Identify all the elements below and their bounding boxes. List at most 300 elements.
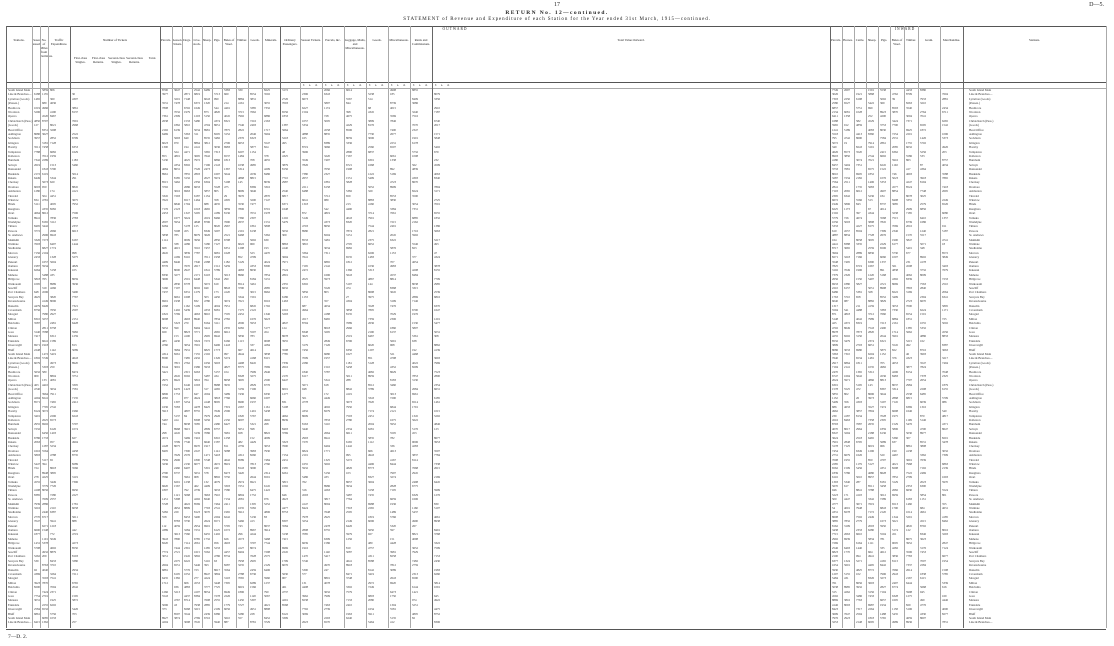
station-name: Pareora <box>969 229 997 233</box>
figure-cell: 5128 <box>368 361 374 365</box>
table-row <box>6 158 1106 162</box>
page-number: 17 <box>0 2 1114 8</box>
figure-cell: 4245 <box>174 431 180 435</box>
figure-cell: 850 <box>868 458 873 462</box>
figure-cell: 5499 <box>368 176 374 180</box>
figure-cell: 1608 <box>184 295 190 299</box>
figure-cell: 1161 <box>264 405 270 409</box>
figure-cell: 8755 <box>194 409 200 413</box>
figure-cell: 5363 <box>184 132 190 136</box>
column-header: Total Value Outward. <box>432 38 830 42</box>
station-name: Selwyn <box>969 163 997 167</box>
figure-cell: 7541 <box>50 576 56 580</box>
figure-cell: 806 <box>50 88 55 92</box>
station-name: Orari <box>969 211 997 215</box>
figure-cell: 1426 <box>920 136 926 140</box>
figure-cell: 871 <box>832 312 837 316</box>
figure-cell: 1607 <box>264 396 270 400</box>
figure-cell: 2799 <box>906 475 912 479</box>
figure-cell: 4508 <box>906 264 912 268</box>
figure-cell: 8260 <box>250 453 256 457</box>
figure-cell: 2664 <box>324 431 330 435</box>
figure-cell: 8351 <box>42 128 48 132</box>
figure-cell: 4820 <box>214 110 220 114</box>
figure-cell: 7748 <box>920 189 926 193</box>
figure-cell: 3984 <box>174 348 180 352</box>
money-unit: £ <box>435 83 437 87</box>
figure-cell: 4286 <box>184 242 190 246</box>
figure-cell: 7088 <box>42 330 48 334</box>
figure-cell: 3458 <box>880 484 886 488</box>
figure-cell: 5321 <box>250 422 256 426</box>
figure-cell: 6679 <box>844 453 850 457</box>
table-row <box>6 559 1106 563</box>
figure-cell: 524 <box>174 150 179 154</box>
figure-cell: 8016 <box>942 528 948 532</box>
figure-cell: 8327 <box>368 475 374 479</box>
table-row <box>6 304 1106 308</box>
figure-cell: 173 <box>214 290 219 294</box>
station-name: St. Andrews <box>969 497 997 501</box>
figure-cell: 1794 <box>184 202 190 206</box>
figure-cell: 3006 <box>368 136 374 140</box>
figure-cell: 2006 <box>238 321 244 325</box>
figure-cell: 6514 <box>412 400 418 404</box>
figure-cell: 3385 <box>250 106 256 110</box>
table-row <box>6 334 1106 338</box>
figure-cell: 349 <box>832 145 837 149</box>
figure-cell: 3712 <box>868 312 874 316</box>
figure-cell: 3859 <box>224 207 230 211</box>
figure-cell: 2226 <box>224 594 230 598</box>
figure-cell: 4932 <box>42 550 48 554</box>
figure-cell: 4467 <box>892 453 898 457</box>
figure-cell: 3274 <box>390 475 396 479</box>
figure-cell: 5673 <box>42 180 48 184</box>
figure-cell: 451 <box>892 532 897 536</box>
figure-cell: 5543 <box>162 594 168 598</box>
figure-cell: 2946 <box>264 370 270 374</box>
figure-cell: 4149 <box>42 299 48 303</box>
figure-cell: 1714 <box>892 330 898 334</box>
figure-cell: 500 <box>832 497 837 501</box>
figure-cell: 7361 <box>162 114 168 118</box>
station-name: Islington <box>969 405 997 409</box>
figure-cell: 2109 <box>214 607 220 611</box>
figure-cell: 4659 <box>906 616 912 620</box>
figure-cell: 8467 <box>50 114 56 118</box>
figure-cell: 6280 <box>868 528 874 532</box>
figure-cell: 1346 <box>264 312 270 316</box>
figure-cell: 1305 <box>250 502 256 506</box>
figure-cell: 2636 <box>368 321 374 325</box>
figure-cell: 3511 <box>34 145 40 149</box>
figure-cell: 7622 <box>162 198 168 202</box>
figure-cell: 945 <box>920 590 925 594</box>
figure-cell: 112 <box>162 524 166 528</box>
table-row <box>6 383 1106 387</box>
figure-cell: 6165 <box>346 440 352 444</box>
figure-cell: 1470 <box>302 554 308 558</box>
figure-cell: 1936 <box>390 502 396 506</box>
figure-cell: 8532 <box>832 339 838 343</box>
figure-cell: 7211 <box>72 572 78 576</box>
figure-cell: 3748 <box>346 576 352 580</box>
figure-cell: 1781 <box>72 502 78 506</box>
figure-cell: 8923 <box>880 110 886 114</box>
figure-cell: 4491 <box>224 106 230 110</box>
figure-cell: 2762 <box>184 361 190 365</box>
figure-cell: 4312 <box>238 453 244 457</box>
figure-cell: 5766 <box>390 515 396 519</box>
figure-cell: 3564 <box>224 568 230 572</box>
station-name: Glenavy <box>8 519 36 523</box>
column-header: Live-stock. <box>192 38 202 46</box>
figure-cell: 2538 <box>906 392 912 396</box>
figure-cell: 2493 <box>250 123 256 127</box>
figure-cell: 3322 <box>434 541 440 545</box>
figure-cell: 6884 <box>892 317 898 321</box>
figure-cell: 8941 <box>34 216 40 220</box>
figure-cell: 3671 <box>856 502 862 506</box>
figure-cell: 6692 <box>880 154 886 158</box>
station-name: Port Chalmers <box>8 554 36 558</box>
figure-cell: 3647 <box>174 88 180 92</box>
figure-cell: 5650 <box>368 528 374 532</box>
figure-cell: 2975 <box>162 378 168 382</box>
figure-cell: 2800 <box>434 374 440 378</box>
figure-cell: 3298 <box>50 128 56 132</box>
figure-cell: 8093 <box>844 603 850 607</box>
figure-cell: 8734 <box>224 554 230 558</box>
figure-cell: 4331 <box>832 510 838 514</box>
station-name: Seacliff <box>969 550 997 554</box>
station-name: Bluff <box>8 612 36 616</box>
table-row <box>6 422 1106 426</box>
figure-cell: 4127 <box>238 546 244 550</box>
station-name: Mosgiel <box>969 576 997 580</box>
figure-cell: 6407 <box>184 466 190 470</box>
figure-cell: 1092 <box>282 484 288 488</box>
figure-cell: 8184 <box>250 277 256 281</box>
figure-cell: 7662 <box>250 110 256 114</box>
figure-cell: 1550 <box>856 277 862 281</box>
table-row <box>6 255 1106 259</box>
station-name: Edendale <box>8 603 36 607</box>
figure-cell: 2473 <box>204 167 210 171</box>
figure-cell: 3172 <box>282 88 288 92</box>
figure-cell: 7669 <box>264 365 270 369</box>
figure-cell: 892 <box>390 167 395 171</box>
figure-cell: 7544 <box>368 224 374 228</box>
table-row <box>6 260 1106 264</box>
figure-cell: 5630 <box>282 572 288 576</box>
table-row <box>6 180 1106 184</box>
figure-cell: 1276 <box>434 493 440 497</box>
figure-cell: 5476 <box>906 422 912 426</box>
figure-cell: 7494 <box>942 361 948 365</box>
figure-cell: 7233 <box>942 277 948 281</box>
figure-cell: 2542 <box>194 88 200 92</box>
figure-cell: 6639 <box>302 541 308 545</box>
figure-cell: 5934 <box>42 264 48 268</box>
figure-cell: 844 <box>346 101 351 105</box>
figure-cell: 6806 <box>162 392 168 396</box>
table-row <box>6 590 1106 594</box>
figure-cell: 4990 <box>412 519 418 523</box>
figure-cell: 2852 <box>50 136 56 140</box>
figure-cell: 5312 <box>868 370 874 374</box>
table-row <box>6 233 1106 237</box>
figure-cell: 330 <box>238 88 243 92</box>
figure-cell: 6652 <box>368 242 374 246</box>
figure-cell: 5950 <box>880 524 886 528</box>
table-row <box>6 550 1106 554</box>
station-name: Milton <box>8 317 36 321</box>
figure-cell: 7280 <box>50 493 56 497</box>
figure-cell: 617 <box>844 484 849 488</box>
figure-cell: 6043 <box>204 97 210 101</box>
figure-cell: 5088 <box>224 449 230 453</box>
table-row <box>6 519 1106 523</box>
station-name: Sockburn <box>8 136 36 140</box>
figure-cell: 8658 <box>224 378 230 382</box>
figure-cell: 8162 <box>832 524 838 528</box>
figure-cell: 3566 <box>72 466 78 470</box>
table-row <box>6 563 1106 567</box>
station-name: Lyttelton (Goods) <box>969 361 997 365</box>
figure-cell: 2559 <box>868 246 874 250</box>
figure-cell: 3264 <box>50 572 56 576</box>
figure-cell: 192 <box>412 348 417 352</box>
figure-cell: 5071 <box>920 242 926 246</box>
figure-cell: 5528 <box>214 185 220 189</box>
figure-cell: 4838 <box>892 268 898 272</box>
figure-cell: 7870 <box>42 581 48 585</box>
figure-cell: 5746 <box>302 559 308 563</box>
figure-cell: 4160 <box>368 202 374 206</box>
figure-cell: 1277 <box>282 392 288 396</box>
figure-cell: 6846 <box>174 202 180 206</box>
figure-cell: 5092 <box>880 97 886 101</box>
figure-cell: 3952 <box>906 541 912 545</box>
figure-cell: 1220 <box>868 273 874 277</box>
figure-cell: 68 <box>368 106 371 110</box>
figure-cell: 6465 <box>868 436 874 440</box>
figure-cell: 2192 <box>162 128 168 132</box>
figure-cell: 5108 <box>282 405 288 409</box>
figure-cell: 7978 <box>302 515 308 519</box>
figure-cell: 2497 <box>892 581 898 585</box>
figure-cell: 8607 <box>920 616 926 620</box>
figure-cell: 8752 <box>434 612 440 616</box>
figure-cell: 8205 <box>214 132 220 136</box>
figure-cell: 3326 <box>34 238 40 242</box>
figure-cell: 7418 <box>942 185 948 189</box>
figure-cell: 8814 <box>390 277 396 281</box>
station-name: Hornby <box>8 145 36 149</box>
station-name: Line & Branches— <box>8 92 36 96</box>
figure-cell: 2346 <box>892 229 898 233</box>
figure-cell: 1591 <box>868 88 874 92</box>
column-header: Timber. <box>904 38 918 42</box>
figure-cell: 4517 <box>302 317 308 321</box>
figure-cell: 2289 <box>42 158 48 162</box>
figure-cell: 8756 <box>34 308 40 312</box>
figure-cell: 3850 <box>844 154 850 158</box>
figure-cell: 578 <box>204 471 209 475</box>
table-row <box>6 554 1106 558</box>
figure-cell: 3487 <box>346 493 352 497</box>
figure-cell: 4083 <box>868 128 874 132</box>
figure-cell: 8776 <box>162 264 168 268</box>
figure-cell: 1304 <box>390 603 396 607</box>
figure-cell: 7581 <box>72 387 78 391</box>
figure-cell: 1820 <box>238 414 244 418</box>
figure-cell: 4495 <box>868 563 874 567</box>
station-name: Winslow <box>8 462 36 466</box>
figure-cell: 3462 <box>174 180 180 184</box>
figure-cell: 1181 <box>346 361 352 365</box>
figure-cell: 8524 <box>906 185 912 189</box>
figure-cell: 5271 <box>856 559 862 563</box>
figure-cell: 3963 <box>204 493 210 497</box>
figure-cell: 194 <box>184 145 189 149</box>
figure-cell: 7176 <box>162 207 168 211</box>
figure-cell: 5293 <box>282 312 288 316</box>
figure-cell: 4185 <box>942 515 948 519</box>
station-name: Waimate <box>8 506 36 510</box>
figure-cell: 298 <box>162 431 167 435</box>
figure-cell: 5213 <box>174 590 180 594</box>
station-name: Line & Branches— <box>969 356 997 360</box>
figure-cell: 18 <box>942 242 945 246</box>
figure-cell: 3284 <box>184 528 190 532</box>
figure-cell: 2430 <box>434 559 440 563</box>
figure-cell: 7972 <box>194 158 200 162</box>
figure-cell: 2374 <box>868 339 874 343</box>
figure-cell: 5197 <box>346 282 352 286</box>
figure-cell: 4479 <box>34 304 40 308</box>
figure-cell: 7175 <box>238 308 244 312</box>
station-name: Christchurch (Pass.) <box>969 383 997 387</box>
figure-cell: 1859 <box>880 427 886 431</box>
figure-cell: 2275 <box>174 559 180 563</box>
figure-cell: 6342 <box>844 194 850 198</box>
figure-cell: 1860 <box>390 326 396 330</box>
figure-cell: 5038 <box>832 585 838 589</box>
figure-cell: 7313 <box>214 150 220 154</box>
figure-cell: 3654 <box>184 343 190 347</box>
figure-cell: 1634 <box>368 607 374 611</box>
figure-cell: 4806 <box>264 510 270 514</box>
figure-cell: 4178 <box>920 260 926 264</box>
figure-cell: 3150 <box>856 334 862 338</box>
station-name: Bankside <box>969 172 997 176</box>
money-unit: £ <box>347 83 349 87</box>
figure-cell: 3305 <box>72 383 78 387</box>
figure-cell: 1976 <box>412 312 418 316</box>
station-name: Morven <box>8 515 36 519</box>
figure-cell: 5447 <box>34 462 40 466</box>
figure-cell: 4556 <box>942 330 948 334</box>
figure-cell: 348 <box>920 246 925 250</box>
figure-cell: 7909 <box>324 594 330 598</box>
figure-cell: 7156 <box>34 251 40 255</box>
figure-cell: 5795 <box>224 524 230 528</box>
figure-cell: 6517 <box>184 198 190 202</box>
figure-cell: 8360 <box>868 132 874 136</box>
figure-cell: 8320 <box>346 220 352 224</box>
figure-cell: 7726 <box>50 484 56 488</box>
figure-cell: 6304 <box>204 180 210 184</box>
figure-cell: 2580 <box>832 101 838 105</box>
figure-cell: 3870 <box>892 110 898 114</box>
figure-cell: 8512 <box>368 383 374 387</box>
figure-cell: 3468 <box>264 537 270 541</box>
figure-cell: 7668 <box>412 466 418 470</box>
figure-cell: 873 <box>204 110 209 114</box>
figure-cell: 6922 <box>174 378 180 382</box>
figure-cell: 5868 <box>868 92 874 96</box>
figure-cell: 4206 <box>892 370 898 374</box>
figure-cell: 3140 <box>34 330 40 334</box>
figure-cell: 3857 <box>856 409 862 413</box>
figure-cell: 8200 <box>34 585 40 589</box>
figure-cell: 3236 <box>162 462 168 466</box>
figure-cell: 3502 <box>264 92 270 96</box>
figure-cell: 1774 <box>50 246 56 250</box>
figure-cell: 664 <box>868 550 873 554</box>
table-row <box>6 176 1106 180</box>
money-unit: d. <box>403 83 405 87</box>
figure-cell: 3316 <box>264 185 270 189</box>
figure-cell: 2082 <box>162 396 168 400</box>
figure-cell: 6516 <box>264 299 270 303</box>
figure-cell: 309 <box>282 233 287 237</box>
figure-cell: 5456 <box>856 466 862 470</box>
figure-cell: 3693 <box>434 356 440 360</box>
figure-cell: 5146 <box>920 418 926 422</box>
money-unit: d. <box>447 83 449 87</box>
page-subtitle: STATEMENT of Revenue and Expenditure of each Station for the Year ended 31st March, 1915—continued. <box>0 17 1114 22</box>
figure-cell: 1676 <box>250 317 256 321</box>
figure-cell: 4311 <box>368 554 374 558</box>
money-unit: d. <box>359 83 361 87</box>
figure-cell: 8282 <box>50 207 56 211</box>
table-row <box>6 321 1106 325</box>
figure-cell: 3666 <box>324 145 330 149</box>
figure-cell: 7028 <box>880 414 886 418</box>
figure-cell: 2984 <box>906 383 912 387</box>
figure-cell: 7395 <box>224 581 230 585</box>
figure-cell: 7951 <box>224 304 230 308</box>
figure-cell: 6225 <box>832 207 838 211</box>
figure-cell: 2315 <box>184 370 190 374</box>
station-name: Port Chalmers <box>969 290 997 294</box>
station-name: Balclutha <box>8 585 36 589</box>
money-unit: £ <box>369 83 371 87</box>
station-name: Caversham <box>969 308 997 312</box>
figure-cell: 1096 <box>942 132 948 136</box>
figure-cell: 8737 <box>880 202 886 206</box>
station-name: Sawyers Bay <box>969 559 997 563</box>
figure-cell: 143 <box>868 383 873 387</box>
figure-cell: 3994 <box>832 251 838 255</box>
table-row <box>6 136 1106 140</box>
station-name: Mosgiel <box>969 312 997 316</box>
figure-cell: 2229 <box>880 242 886 246</box>
